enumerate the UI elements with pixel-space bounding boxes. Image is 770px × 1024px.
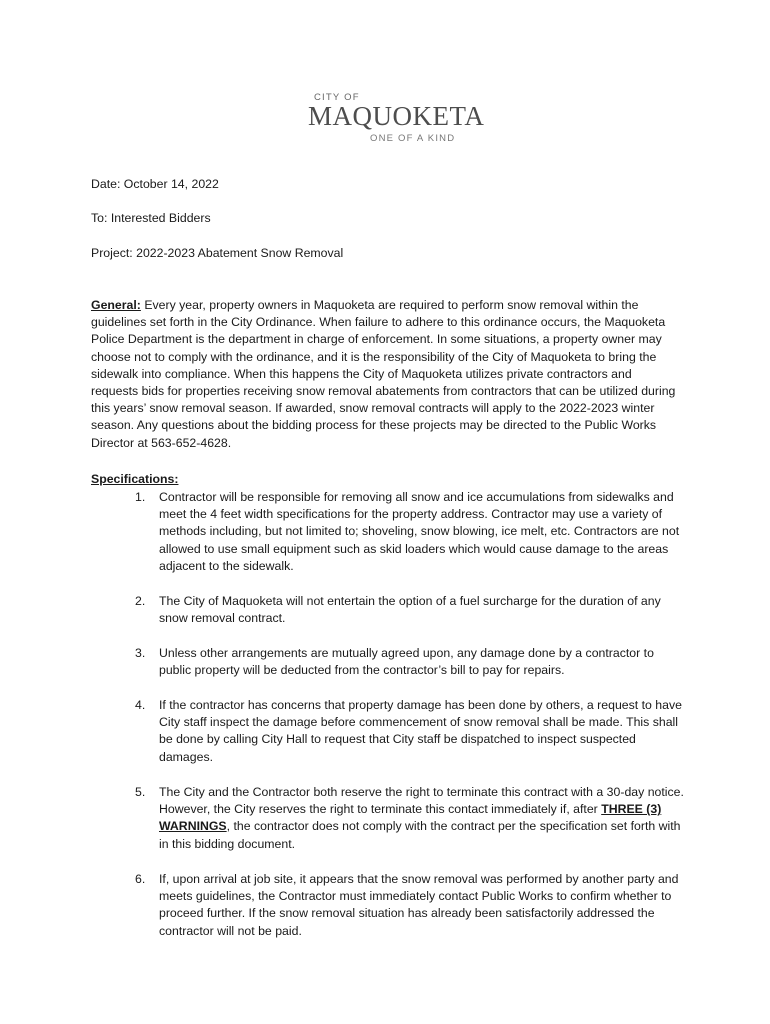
spec-item-text: The City and the Contractor both reserve the right to terminate this contract with a 30-day notice. However, the City reserves the right to terminate this contact immediately if, after THREE (3) WARNINGS, the contractor does not comply with the contract per the specification set forth with in this bidding document. xyxy=(159,785,684,851)
memo-to: To: Interested Bidders xyxy=(91,211,211,225)
spec-item-text: If the contractor has concerns that property damage has been done by others, a request to have City staff inspect the damage before commencement of snow removal shall be made. This shall be done by calling City Hall to request that City staff be dispatched to inspect suspected damages. xyxy=(159,698,682,764)
warning-emphasis: THREE (3) WARNINGS xyxy=(159,802,662,834)
spec-item-number: 2. xyxy=(135,594,146,608)
spec-item-number: 4. xyxy=(135,698,146,712)
memo-date: Date: October 14, 2022 xyxy=(91,177,219,191)
spec-item-4 xyxy=(135,697,685,766)
spec-item-text: Unless other arrangements are mutually agreed upon, any damage done by a contractor to public property will be deducted from the contractor’s bill to pay for repairs. xyxy=(159,646,654,678)
spec-item-number: 5. xyxy=(135,785,146,799)
spec-item-number: 6. xyxy=(135,872,146,886)
spec-item-number: 3. xyxy=(135,646,146,660)
spec-item-text: If, upon arrival at job site, it appears that the snow removal was performed by another party and meets guidelines, the Contractor must immediately contact Public Works to confirm whether to proceed further. If the snow removal situation has already been satisfactorily addressed the contractor will not be paid. xyxy=(159,872,679,938)
spec-item-3 xyxy=(135,645,685,679)
general-paragraph xyxy=(91,297,681,452)
spec-item-6 xyxy=(135,871,685,940)
spec-item-text: The City of Maquoketa will not entertain the option of a fuel surcharge for the duration of any snow removal contract. xyxy=(159,594,661,626)
specifications-heading: Specifications: xyxy=(91,472,179,486)
city-logo xyxy=(308,90,485,146)
general-heading: General: xyxy=(91,298,141,312)
general-text: Every year, property owners in Maquoketa are required to perform snow removal within the guidelines set forth in the City Ordinance. When failure to adhere to this ordinance occurs, the Maquoketa Police Department is the department in charge of enforcement. In some situations, a property owner may choose not to comply with the ordinance, and it is the responsibility of the City of Maquoketa to bring the sidewalk into compliance. When this happens the City of Maquoketa utilizes private contractors and requests bids for properties receiving snow removal abatements from contractors that can be utilized during this years’ snow removal season. If awarded, snow removal contracts will apply to the 2022-2023 winter season. Any questions about the bidding process for these projects may be directed to the Public Works Director at 563-652-4628. xyxy=(91,298,676,450)
spec-item-2 xyxy=(135,593,685,627)
logo-tagline: ONE OF A KIND xyxy=(370,133,456,144)
memo-project: Project: 2022-2023 Abatement Snow Removal xyxy=(91,246,344,260)
spec-item-5 xyxy=(135,784,685,853)
logo-name: MAQUOKETA xyxy=(308,101,485,131)
spec-item-number: 1. xyxy=(135,490,146,504)
spec-item-1 xyxy=(135,489,685,575)
spec-item-text: Contractor will be responsible for removing all snow and ice accumulations from sidewalks and meet the 4 feet width specifications for the property address. Contractor may use a variety of methods including, but not limited to; shoveling, snow blowing, ice melt, etc. Contractors are not allowed to use small equipment such as skid loaders which would cause damage to the areas adjacent to the sidewalk. xyxy=(159,490,680,573)
logo-city-of: CITY OF xyxy=(314,92,360,103)
